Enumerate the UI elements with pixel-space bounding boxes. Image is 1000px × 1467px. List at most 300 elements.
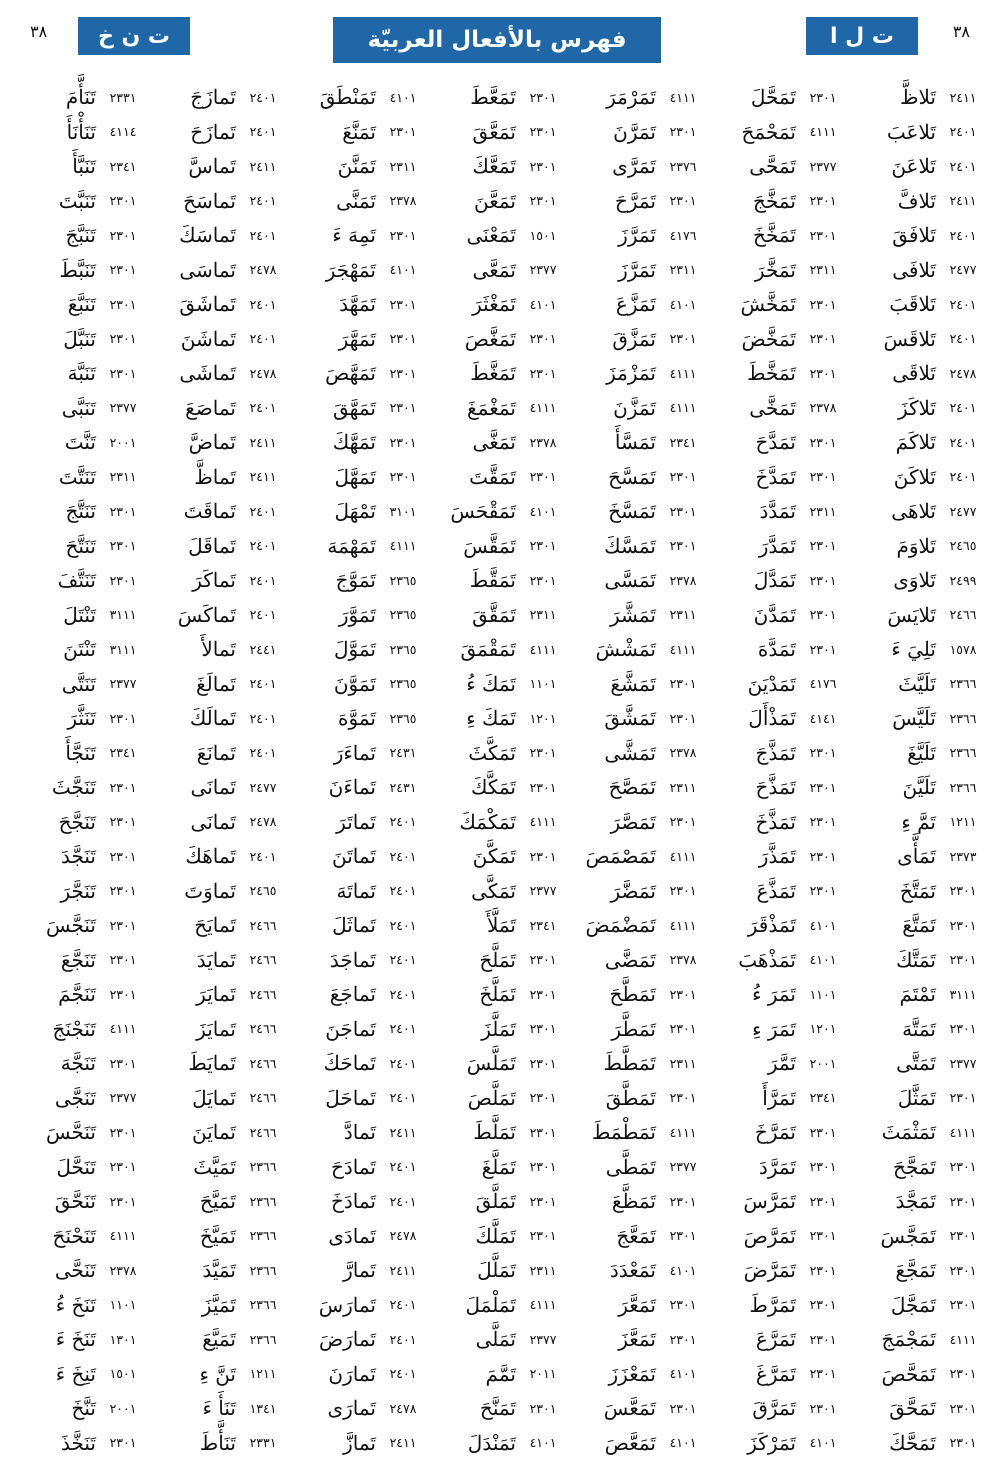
verb-entry: تَمَرَّحَ	[614, 188, 656, 213]
verb-entry: تَمَهَّصَ	[325, 361, 376, 386]
verb-entry: تَمازَحَ	[190, 119, 236, 144]
index-entry	[570, 1431, 710, 1455]
conjugation-code: ٢٠٠١	[109, 434, 137, 450]
index-entry	[850, 1224, 990, 1248]
table-row	[12, 839, 990, 874]
index-entry	[430, 361, 570, 385]
index-entry	[290, 1155, 430, 1179]
conjugation-code: ٢٣٠١	[949, 1228, 977, 1244]
conjugation-code: ٢٣٠١	[809, 1159, 837, 1175]
index-entry	[710, 810, 850, 834]
conjugation-code: ٢٣٧٨	[669, 745, 697, 761]
index-entry	[850, 1258, 990, 1282]
index-entry	[850, 1189, 990, 1213]
verb-entry: تَمَذْأَلَ	[748, 706, 796, 731]
conjugation-code: ٢٣٠١	[809, 365, 837, 381]
index-entry	[150, 1189, 290, 1213]
conjugation-code: ٢٣٦٦	[949, 779, 977, 795]
index-entry	[570, 534, 710, 558]
verb-entry: تَمارَى	[327, 1396, 376, 1421]
verb-entry: تَلاكَزَ	[897, 395, 936, 420]
index-entry	[710, 292, 850, 316]
verb-entry: تَماوَتَ	[184, 878, 236, 903]
conjugation-code: ٢٤٦٦	[949, 607, 977, 623]
verb-entry: تَنَجَّحَ	[58, 809, 96, 834]
verb-entry: تَمَرَّغَ	[755, 1361, 796, 1386]
verb-entry: تَنْتَلَ	[63, 602, 96, 627]
conjugation-code: ٢٣٠١	[669, 986, 697, 1002]
index-entry	[850, 396, 990, 420]
index-entry	[710, 154, 850, 178]
conjugation-code: ٤١١١	[109, 1021, 137, 1037]
conjugation-code: ٢٤٠١	[389, 814, 417, 830]
verb-entry: تَمَرَّعَ	[755, 1327, 796, 1352]
conjugation-code: ٢٣٠١	[809, 572, 837, 588]
verb-entry: تَمَهَّلَ	[334, 464, 376, 489]
conjugation-code: ١١٠١	[109, 1297, 137, 1313]
conjugation-code: ٢٤٠١	[949, 296, 977, 312]
conjugation-code: ٤١١١	[529, 814, 557, 830]
verb-entry: تَماصَعَ	[185, 395, 236, 420]
verb-entry: تَمَخَّضَ	[741, 326, 796, 351]
index-entry	[150, 672, 290, 696]
index-entry	[850, 1362, 990, 1386]
conjugation-code: ٢٤١١	[949, 193, 977, 209]
verb-entry: تَنَّخَ	[71, 1396, 96, 1421]
table-row	[12, 943, 990, 978]
index-entry	[850, 810, 990, 834]
index-entry	[570, 327, 710, 351]
index-entry	[150, 844, 290, 868]
verb-entry: تَنَتَّى	[61, 671, 96, 696]
index-entry	[570, 948, 710, 972]
conjugation-code: ٢٣٠١	[109, 710, 137, 726]
verb-entry: تَمَنَّعَ	[342, 119, 376, 144]
index-entry	[430, 568, 570, 592]
verb-entry: تَلَيَّنَ	[902, 775, 936, 800]
index-entry	[850, 1431, 990, 1455]
conjugation-code: ٢٤٦٦	[249, 986, 277, 1002]
index-entry	[10, 189, 150, 213]
index-entry	[570, 1396, 710, 1420]
table-row	[12, 563, 990, 598]
verb-entry: تَنَبَّتَ	[58, 188, 96, 213]
index-entry	[10, 154, 150, 178]
verb-entry: تَمَرَّأَ	[762, 1085, 796, 1110]
verb-entry: تَمَّرَ	[767, 1051, 796, 1076]
index-entry	[290, 603, 430, 627]
conjugation-code: ٢٣٠١	[529, 1055, 557, 1071]
verb-entry: تَمَطَّحَ	[609, 982, 656, 1007]
index-entry	[150, 534, 290, 558]
index-entry	[430, 1017, 570, 1041]
index-entry	[570, 741, 710, 765]
index-entry	[290, 879, 430, 903]
verb-entry: تَمادَّ	[343, 1120, 376, 1145]
verb-entry: تَمَعَّرَ	[618, 1292, 656, 1317]
index-entry	[150, 810, 290, 834]
index-entry	[290, 568, 430, 592]
index-entry	[710, 637, 850, 661]
index-entry	[570, 85, 710, 109]
index-entry	[150, 1293, 290, 1317]
index-entry	[150, 361, 290, 385]
table-row	[12, 1288, 990, 1323]
verb-entry: تَماتَرَ	[336, 809, 376, 834]
index-entry	[150, 1224, 290, 1248]
conjugation-code: ٢٣١١	[809, 503, 837, 519]
conjugation-code: ٢٣٠١	[949, 1193, 977, 1209]
index-entry	[150, 223, 290, 247]
verb-entry: تَلاهَى	[891, 499, 936, 524]
verb-entry: تَنَبَّهَ	[67, 361, 96, 386]
conjugation-code: ٢٣٤١	[109, 745, 137, 761]
index-entry	[150, 948, 290, 972]
conjugation-code: ٢٣٠١	[529, 745, 557, 761]
index-entry	[290, 913, 430, 937]
conjugation-code: ٣١١١	[949, 986, 977, 1002]
verb-entry: تَماتَهَ	[336, 878, 376, 903]
conjugation-code: ٢٣٠١	[529, 1021, 557, 1037]
conjugation-code: ٢٣٠١	[669, 124, 697, 140]
verb-entry: تَمَذَّرَ	[758, 844, 796, 869]
index-entry	[710, 465, 850, 489]
conjugation-code: ٢٣٠١	[949, 1090, 977, 1106]
conjugation-code: ٢٣٠١	[109, 538, 137, 554]
index-entry	[150, 1155, 290, 1179]
index-entry	[850, 120, 990, 144]
conjugation-code: ٢٣٠١	[669, 814, 697, 830]
index-entry	[430, 1327, 570, 1351]
conjugation-code: ٢٣٤١	[669, 434, 697, 450]
conjugation-code: ٢٣١١	[669, 779, 697, 795]
verb-entry: تَنَجَّثَ	[51, 775, 96, 800]
conjugation-code: ٤١٠١	[389, 262, 417, 278]
index-entry	[710, 913, 850, 937]
verb-entry: تَمانَى	[190, 775, 236, 800]
verb-entry: تَمَقْحَسَ	[450, 499, 516, 524]
verb-entry: تَماسَّ	[188, 154, 236, 179]
index-entry	[430, 189, 570, 213]
conjugation-code: ٤١٠١	[669, 1435, 697, 1451]
conjugation-code: ٢٣٠١	[669, 469, 697, 485]
conjugation-code: ٢٤٦٦	[249, 1124, 277, 1140]
conjugation-code: ٢٣٠١	[809, 1228, 837, 1244]
conjugation-code: ٢٤١١	[389, 1124, 417, 1140]
verb-entry: تَمَكَّثَ	[468, 740, 516, 765]
verb-entry: تَمَذَّجَ	[755, 740, 796, 765]
verb-entry: تَمَرَّخَ	[754, 1120, 796, 1145]
conjugation-code: ٤١١١	[669, 641, 697, 657]
index-entry	[710, 396, 850, 420]
verb-entry: تَمايَطَ	[188, 1051, 236, 1076]
conjugation-code: ٢٤٦٦	[249, 917, 277, 933]
table-row	[12, 1426, 990, 1461]
index-entry	[570, 879, 710, 903]
conjugation-code: ٢٣١١	[109, 469, 137, 485]
conjugation-code: ٢٣٠١	[109, 952, 137, 968]
verb-entry: تَنَجَّى	[54, 1085, 96, 1110]
conjugation-code: ٤١٧٦	[809, 676, 837, 692]
verb-entry: تَمَسَّى	[604, 568, 656, 593]
conjugation-code: ٢٤٠١	[949, 227, 977, 243]
verb-entry: تَمَيَّثَ	[193, 1154, 236, 1179]
index-entry	[430, 603, 570, 627]
index-entry	[570, 603, 710, 627]
index-entry	[430, 223, 570, 247]
index-entry	[710, 672, 850, 696]
verb-entry: تَمَلَّحَ	[479, 947, 516, 972]
verb-entry: تَنَبَّلَ	[63, 326, 96, 351]
verb-entry: تَمَلَّأَ	[486, 913, 516, 938]
verb-entry: تَمَلَّكَ	[475, 1223, 516, 1248]
conjugation-code: ٢٣٠١	[949, 952, 977, 968]
conjugation-code: ٢٣٧٧	[809, 158, 837, 174]
conjugation-code: ٢٣٧٦	[669, 158, 697, 174]
verb-entry: تَنَّتَ	[64, 430, 96, 455]
index-entry	[290, 1362, 430, 1386]
verb-entry: تَمَعَّزَ	[618, 1327, 656, 1352]
index-entry	[850, 85, 990, 109]
conjugation-code: ٢٣٠١	[809, 89, 837, 105]
verb-entry: تَمَهَّقَ	[332, 395, 376, 420]
conjugation-code: ٢٣٠١	[389, 331, 417, 347]
verb-entry: تَماضَّ	[188, 430, 236, 455]
index-entry	[290, 1086, 430, 1110]
verb-entry: تَنَتَّحَ	[65, 533, 96, 558]
index-entry	[430, 637, 570, 661]
conjugation-code: ٢٣٧٨	[389, 193, 417, 209]
conjugation-code: ٢٣٠١	[809, 607, 837, 623]
conjugation-code: ٢٣٠١	[109, 917, 137, 933]
conjugation-code: ٢٤٠١	[249, 193, 277, 209]
index-entry	[290, 1224, 430, 1248]
conjugation-code: ٢٣٠١	[949, 1400, 977, 1416]
conjugation-code: ٢٣٧٨	[669, 572, 697, 588]
conjugation-code: ٤١١٤	[109, 124, 137, 140]
table-row	[12, 391, 990, 426]
conjugation-code: ٢٤٠١	[949, 434, 977, 450]
conjugation-code: ٢٣٠١	[669, 1193, 697, 1209]
index-entry	[10, 672, 150, 696]
verb-entry: تَمَرَّضَ	[743, 1258, 796, 1283]
verb-entry: تَمَلَّطَ	[473, 1120, 516, 1145]
index-entry	[710, 1327, 850, 1351]
conjugation-code: ٢٣٠١	[529, 572, 557, 588]
conjugation-code: ٢٣١١	[809, 262, 837, 278]
verb-entry: تَنَحَّى	[54, 1258, 96, 1283]
verb-entry: تَماءَرَ	[333, 740, 376, 765]
index-entry	[10, 1362, 150, 1386]
index-entry	[430, 1224, 570, 1248]
verb-entry: تَمادَخَ	[330, 1189, 376, 1214]
verb-entry: تَمْتَمَ	[899, 982, 936, 1007]
verb-entry: تَمَرَّزَ	[618, 223, 656, 248]
verb-entry: تَمَرَّزَ	[618, 257, 656, 282]
verb-entry: تَمَرَّدَ	[758, 1154, 796, 1179]
verb-entry: تَمالَغَ	[196, 671, 236, 696]
verb-entry: تَنَجَّدَ	[60, 844, 96, 869]
verb-entry: تَمَطَّرَ	[611, 1016, 656, 1041]
index-entry	[290, 430, 430, 454]
conjugation-code: ٢٣٠١	[109, 1435, 137, 1451]
conjugation-code: ٢٣٠١	[529, 986, 557, 1002]
conjugation-code: ٤١١١	[949, 1331, 977, 1347]
conjugation-code: ٤١١١	[389, 538, 417, 554]
verb-entry: تَمَرَّى	[612, 154, 656, 179]
conjugation-code: ٢٣٧٧	[109, 1090, 137, 1106]
verb-entry: تَمَهْجَرَ	[325, 257, 376, 282]
conjugation-code: ٢٣٠١	[389, 227, 417, 243]
verb-entry: تَمَخَّطَ	[746, 361, 796, 386]
conjugation-code: ٢٣٠١	[669, 1331, 697, 1347]
index-entry	[850, 258, 990, 282]
index-entry	[570, 465, 710, 489]
conjugation-code: ٢٣٠١	[669, 193, 697, 209]
index-entry	[850, 1327, 990, 1351]
verb-entry: تَمَلَّخَ	[479, 982, 516, 1007]
conjugation-code: ٢٤٠١	[949, 158, 977, 174]
verb-entry: تَمَّ ءِ	[901, 809, 936, 834]
conjugation-code: ٢٣٠١	[529, 1228, 557, 1244]
verb-entry: تَماهَكَ	[185, 844, 236, 869]
index-entry	[150, 465, 290, 489]
conjugation-code: ٢٤٠١	[389, 848, 417, 864]
index-entry	[430, 1051, 570, 1075]
conjugation-code: ٢٣٠١	[809, 1331, 837, 1347]
conjugation-code: ٢٣٠١	[669, 710, 697, 726]
verb-entry: تَنَأَ ءَ	[202, 1396, 236, 1421]
conjugation-code: ٢٤٠١	[949, 124, 977, 140]
index-entry	[290, 465, 430, 489]
verb-entry: تَمَقَّقَ	[472, 602, 516, 627]
index-entry	[710, 982, 850, 1006]
index-entry	[290, 85, 430, 109]
index-entry	[10, 396, 150, 420]
verb-entry: تَلاوَمَ	[896, 533, 936, 558]
table-row	[12, 425, 990, 460]
conjugation-code: ٢٣٠١	[529, 331, 557, 347]
index-entry	[10, 1224, 150, 1248]
index-entry	[430, 430, 570, 454]
verb-entry: تَلِيَ ءَ	[891, 637, 936, 662]
verb-entry: تَمارَسَ	[318, 1292, 376, 1317]
table-row	[12, 1322, 990, 1357]
verb-index-table	[12, 80, 990, 1460]
verb-entry: تَمَلَّغَ	[481, 1154, 516, 1179]
verb-entry: تَمَسَّحَ	[608, 464, 656, 489]
conjugation-code: ٢٣٠١	[389, 400, 417, 416]
verb-entry: تَمَسَّأَ	[614, 430, 656, 455]
index-entry	[430, 879, 570, 903]
conjugation-code: ٢٤٤١	[249, 641, 277, 657]
conjugation-code: ٢٣٠١	[949, 1159, 977, 1175]
conjugation-code: ٢٣٧٧	[109, 400, 137, 416]
verb-entry: تَنَأَّمَ	[65, 85, 96, 110]
conjugation-code: ١٣٠١	[109, 1331, 137, 1347]
verb-entry: تَمَنَّحَ	[479, 1396, 516, 1421]
conjugation-code: ٢٣٦٥	[389, 641, 417, 657]
index-entry	[430, 292, 570, 316]
conjugation-code: ٢٤٧٨	[249, 814, 277, 830]
conjugation-code: ٢٣٧٨	[809, 400, 837, 416]
verb-entry: تَنِخَ ءَ	[55, 1361, 96, 1386]
index-entry	[430, 913, 570, 937]
conjugation-code: ٢٣٧٧	[529, 883, 557, 899]
index-entry	[290, 361, 430, 385]
conjugation-code: ٢٤٠١	[389, 1331, 417, 1347]
verb-entry: تَمَغْمَغَ	[467, 395, 516, 420]
verb-entry: تَمَعَّى	[472, 257, 516, 282]
index-entry	[850, 361, 990, 385]
conjugation-code: ٢٣٠١	[529, 1193, 557, 1209]
index-entry	[10, 430, 150, 454]
index-entry	[570, 154, 710, 178]
verb-entry: تَمَهَّدَ	[339, 292, 376, 317]
index-entry	[150, 1051, 290, 1075]
verb-entry: تَمَعْنَى	[466, 223, 516, 248]
index-entry	[430, 672, 570, 696]
conjugation-code: ٢٣٠١	[809, 1193, 837, 1209]
conjugation-code: ٢٤٠١	[249, 331, 277, 347]
index-entry	[150, 706, 290, 730]
index-entry	[150, 1396, 290, 1420]
conjugation-code: ٢٣٦٦	[249, 1297, 277, 1313]
conjugation-code: ٢٣٠١	[109, 1193, 137, 1209]
index-entry	[570, 223, 710, 247]
conjugation-code: ٢٣٠١	[669, 1297, 697, 1313]
index-entry	[10, 706, 150, 730]
index-entry	[570, 361, 710, 385]
conjugation-code: ٤١١١	[949, 1124, 977, 1140]
conjugation-code: ٢٣٠١	[809, 1124, 837, 1140]
verb-entry: تَمَضَّرَ	[610, 878, 656, 903]
verb-entry: تَمَصَّرَ	[610, 809, 656, 834]
conjugation-code: ٢٤٠١	[389, 986, 417, 1002]
index-entry	[150, 603, 290, 627]
index-entry	[10, 499, 150, 523]
conjugation-code: ١٢٠١	[529, 710, 557, 726]
conjugation-code: ٢٣٠١	[109, 883, 137, 899]
index-entry	[850, 1155, 990, 1179]
conjugation-code: ٢٤٠١	[249, 89, 277, 105]
index-entry	[290, 327, 430, 351]
index-entry	[10, 223, 150, 247]
verb-entry: تَمَتَّعَ	[902, 913, 936, 938]
conjugation-code: ٢٤١١	[249, 158, 277, 174]
conjugation-code: ٢٣٦٥	[389, 572, 417, 588]
conjugation-code: ٢٤٦٦	[249, 1090, 277, 1106]
verb-entry: تَمارَّ	[343, 1258, 376, 1283]
conjugation-code: ٢٣٠١	[669, 1400, 697, 1416]
verb-entry: تَمَأَّى	[897, 844, 936, 869]
conjugation-code: ٢٣٠١	[109, 814, 137, 830]
conjugation-code: ٢٣٣١	[109, 89, 137, 105]
index-entry	[570, 1327, 710, 1351]
index-entry	[850, 430, 990, 454]
conjugation-code: ٢٤٠١	[249, 572, 277, 588]
verb-entry: تَماجَدَ	[329, 947, 376, 972]
conjugation-code: ٢٣١١	[669, 607, 697, 623]
verb-entry: تَمَخَّخَ	[753, 223, 796, 248]
index-entry	[150, 292, 290, 316]
conjugation-code: ٢٣٠١	[809, 848, 837, 864]
verb-entry: تَمَزَّنَ	[613, 395, 656, 420]
index-entry	[710, 223, 850, 247]
conjugation-code: ٢٤٠١	[249, 503, 277, 519]
conjugation-code: ٢٤٦٦	[249, 1055, 277, 1071]
verb-entry: تَماشَنَ	[180, 326, 236, 351]
